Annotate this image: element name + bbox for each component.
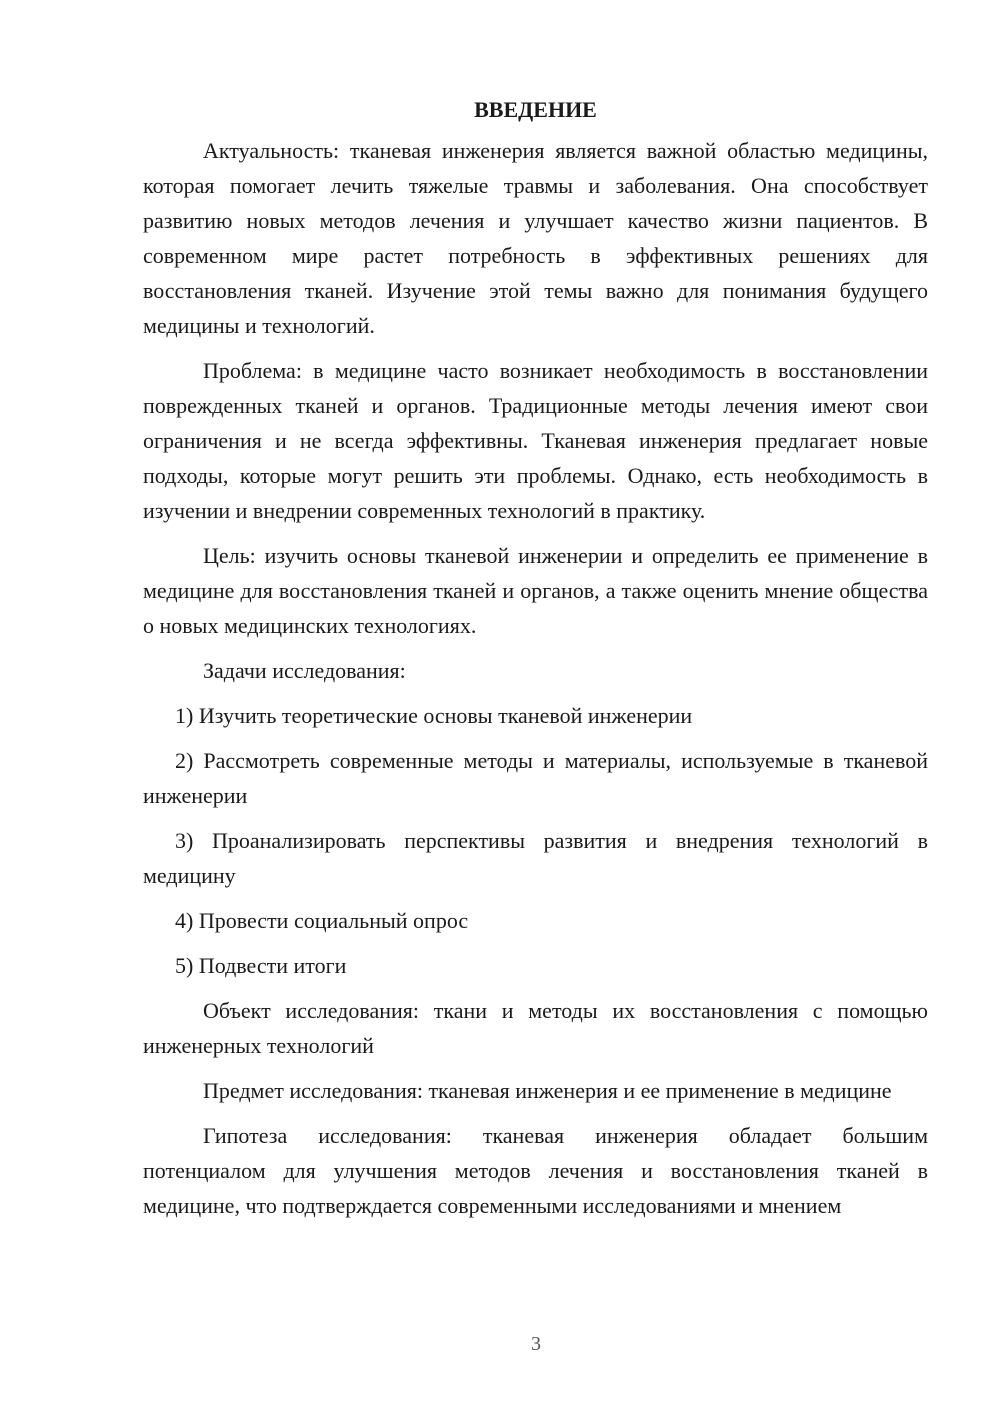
page-number: 3	[531, 1333, 541, 1355]
object-paragraph: Объект исследования: ткани и методы их восстановления с помощью инженерных технологий	[143, 998, 928, 1058]
hypothesis-paragraph: Гипотеза исследования: тканевая инженерия обладает большим потенциалом для улучшения методов лечения и восстановления тканей в медицине, что подтверждается современными исследованиями и мнением	[143, 1123, 928, 1218]
relevance-paragraph: Актуальность: тканевая инженерия является важной областью медицины, которая помогает лечить тяжелые травмы и заболевания. Она способствует развитию новых методов лечения и улучшает качество жизни пациентов. В современном мире растет потребность в эффективных решениях для восстановления тканей. Изучение этой темы важно для понимания будущего медицины и технологий.	[143, 138, 928, 338]
problem-paragraph: Проблема: в медицине часто возникает необходимость в восстановлении поврежденных тканей и органов. Традиционные методы лечения имеют свои ограничения и не всегда эффективны. Тканевая инженерия предлагает новые подходы, которые могут решить эти проблемы. Однако, есть необходимость в изучении и внедрении современных технологий в практику.	[143, 358, 928, 523]
task-item-5: 5) Подвести итоги	[175, 953, 347, 978]
subject-paragraph: Предмет исследования: тканевая инженерия и ее применение в медицине	[203, 1078, 892, 1103]
task-item-1: 1) Изучить теоретические основы тканевой инженерии	[175, 703, 693, 728]
task-item-2: 2) Рассмотреть современные методы и материалы, используемые в тканевой инженерии	[143, 748, 928, 808]
tasks-heading: Задачи исследования:	[203, 658, 406, 683]
goal-paragraph: Цель: изучить основы тканевой инженерии и определить ее применение в медицине для восстановления тканей и органов, а также оценить мнение общества о новых медицинских технологиях.	[143, 543, 928, 638]
page-content	[143, 92, 928, 1223]
task-item-3: 3) Проанализировать перспективы развития и внедрения технологий в медицину	[143, 828, 928, 888]
task-item-4: 4) Провести социальный опрос	[175, 908, 469, 933]
section-title: ВВЕДЕНИЕ	[474, 97, 597, 122]
